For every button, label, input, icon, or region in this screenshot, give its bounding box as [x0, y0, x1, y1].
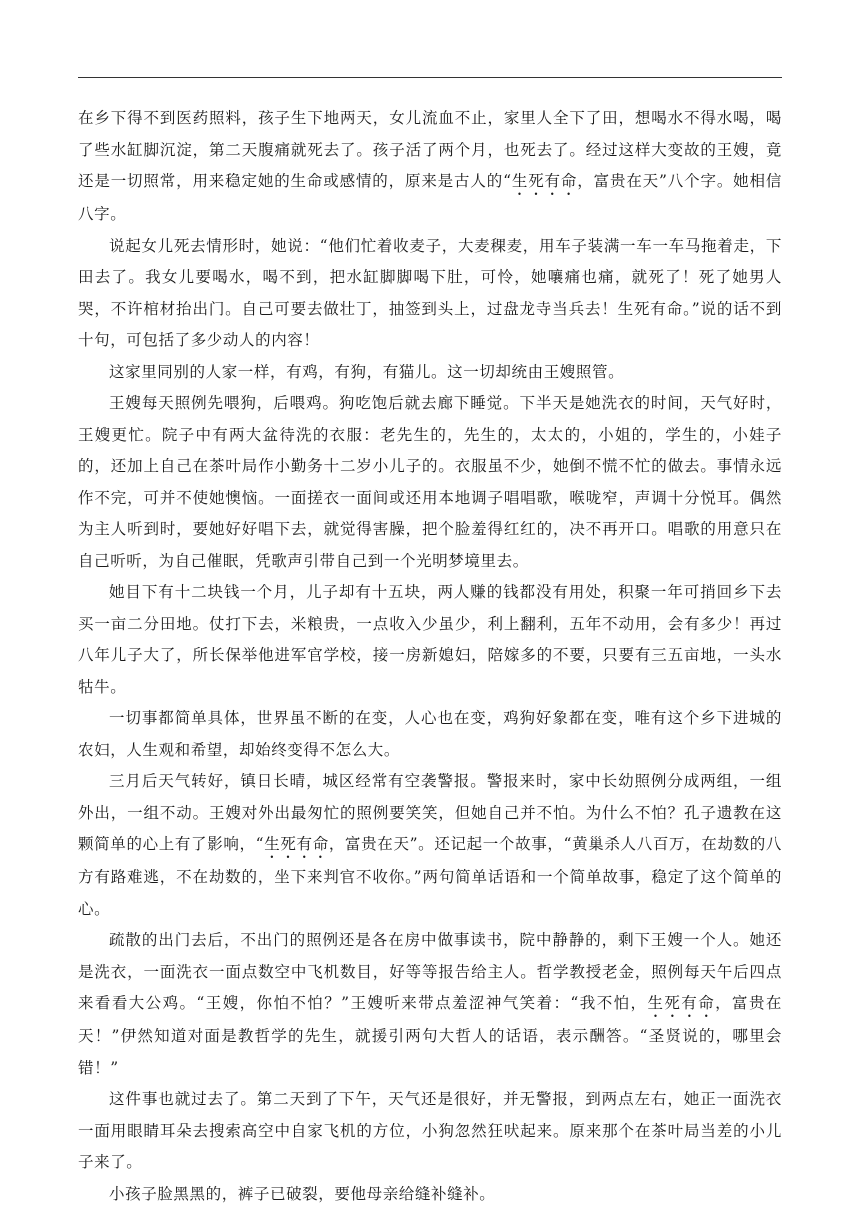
- header-rule: [78, 77, 782, 78]
- paragraph-3: 这家里同别的人家一样，有鸡，有狗，有猫儿。这一切却统由王嫂照管。: [109, 362, 625, 381]
- paragraph-8: 疏散的出门去后，不出门的照例还是各在房中做事读书，院中静静的，剩下王嫂一个人。她还是洗衣，一面洗衣一面点数空中飞机数目，好等等报告给主人。哲学教授老金，照例每天午后四点来看看大公鸡。“王嫂，你怕不怕？”王嫂听来带点羞涩神气笑着：“我不怕，生死有命，富贵在天！”伊然知道对面是教哲学的先生，就援引两句大哲人的话语，表示酬答。“圣贤说的，哪里会错！”: [78, 931, 782, 1077]
- paragraph-1: 在乡下得不到医药照料，孩子生下地两天，女儿流血不止，家里人全下了田，想喝水不得水喝，喝了些水缸脚沉淀，第二天腹痛就死去了。孩子活了两个月，也死去了。经过这样大变故的王嫂，竟还是一切照常，用来稳定她的生命或感情的，原来是古人的“生死有命，富贵在天”八个字。她相信八字。: [78, 109, 782, 223]
- paragraph-9: 这件事也就过去了。第二天到了下午，天气还是很好，并无警报，到两点左右，她正一面洗衣一面用眼睛耳朵去搜索高空中自家飞机的方位，小狗忽然狂吠起来。原来那个在茶叶局当差的小儿子来了。: [78, 1090, 782, 1171]
- paragraph-4: 王嫂每天照例先喂狗，后喂鸡。狗吃饱后就去廊下睡觉。下半天是她洗衣的时间，天气好时，王嫂更忙。院子中有两大盆待洗的衣服：老先生的，先生的，太太的，小姐的，学生的，小娃子的，还加上自己在茶叶局作小勤务十二岁小儿子的。衣服虽不少，她倒不慌不忙的做去。事情永远作不完，可并不使她懊恼。一面搓衣一面间或还用本地调子唱唱歌，喉咙窄，声调十分悦耳。偶然为主人听到时，要她好好唱下去，就觉得害臊，把个脸羞得红红的，决不再开口。唱歌的用意只在自己听听，为自己催眠，凭歌声引带自己到一个光明梦境里去。: [78, 394, 782, 570]
- article-body: [78, 103, 782, 1210]
- emphasized-phrase: 生死有命: [264, 835, 329, 853]
- paragraph-10: 小孩子脸黑黑的，裤子已破裂，要他母亲给缝补缝补。: [109, 1184, 496, 1203]
- emphasized-phrase: 生死有命: [511, 172, 578, 190]
- paragraph-5: 她目下有十二块钱一个月，儿子却有十五块，两人赚的钱都没有用处，积聚一年可捎回乡下去买一亩二分田地。仗打下去，米粮贵，一点收入少虽少，利上翻利，五年不动用，会有多少！再过八年儿子大了，所长保举他进军官学校，接一房新媳妇，陪嫁多的不要，只要有三五亩地，一头水牯牛。: [78, 583, 782, 696]
- paragraph-2: 说起女儿死去情形时，她说：“他们忙着收麦子，大麦稞麦，用车子装满一车一车马拖着走，下田去了。我女儿要喝水，喝不到，把水缸脚脚喝下肚，可怜，她嚷痛也痛，就死了！死了她男人哭，不许棺材抬出门。自己可要去做壮丁，抽签到头上，过盘龙寺当兵去！生死有命。”说的话不到十句，可包括了多少动人的内容！: [78, 236, 782, 349]
- emphasized-phrase: 生死有命: [647, 994, 716, 1012]
- paragraph-7: 三月后天气转好，镇日长晴，城区经常有空袭警报。警报来时，家中长幼照例分成两组，一组外出，一组不动。王嫂对外出最匆忙的照例要笑笑，但她自己并不怕。为什么不怕？孔子遗教在这颗简单的心上有了影响，“生死有命，富贵在天”。还记起一个故事，“黄巢杀人八百万，在劫数的八方有路难逃，不在劫数的，坐下来判官不收你。”两句简单话语和一个简单故事，稳定了这个简单的心。: [78, 772, 783, 918]
- paragraph-6: 一切事都简单具体，世界虽不断的在变，人心也在变，鸡狗好象都在变，唯有这个乡下进城的农妇，人生观和希望，却始终变得不怎么大。: [78, 709, 782, 759]
